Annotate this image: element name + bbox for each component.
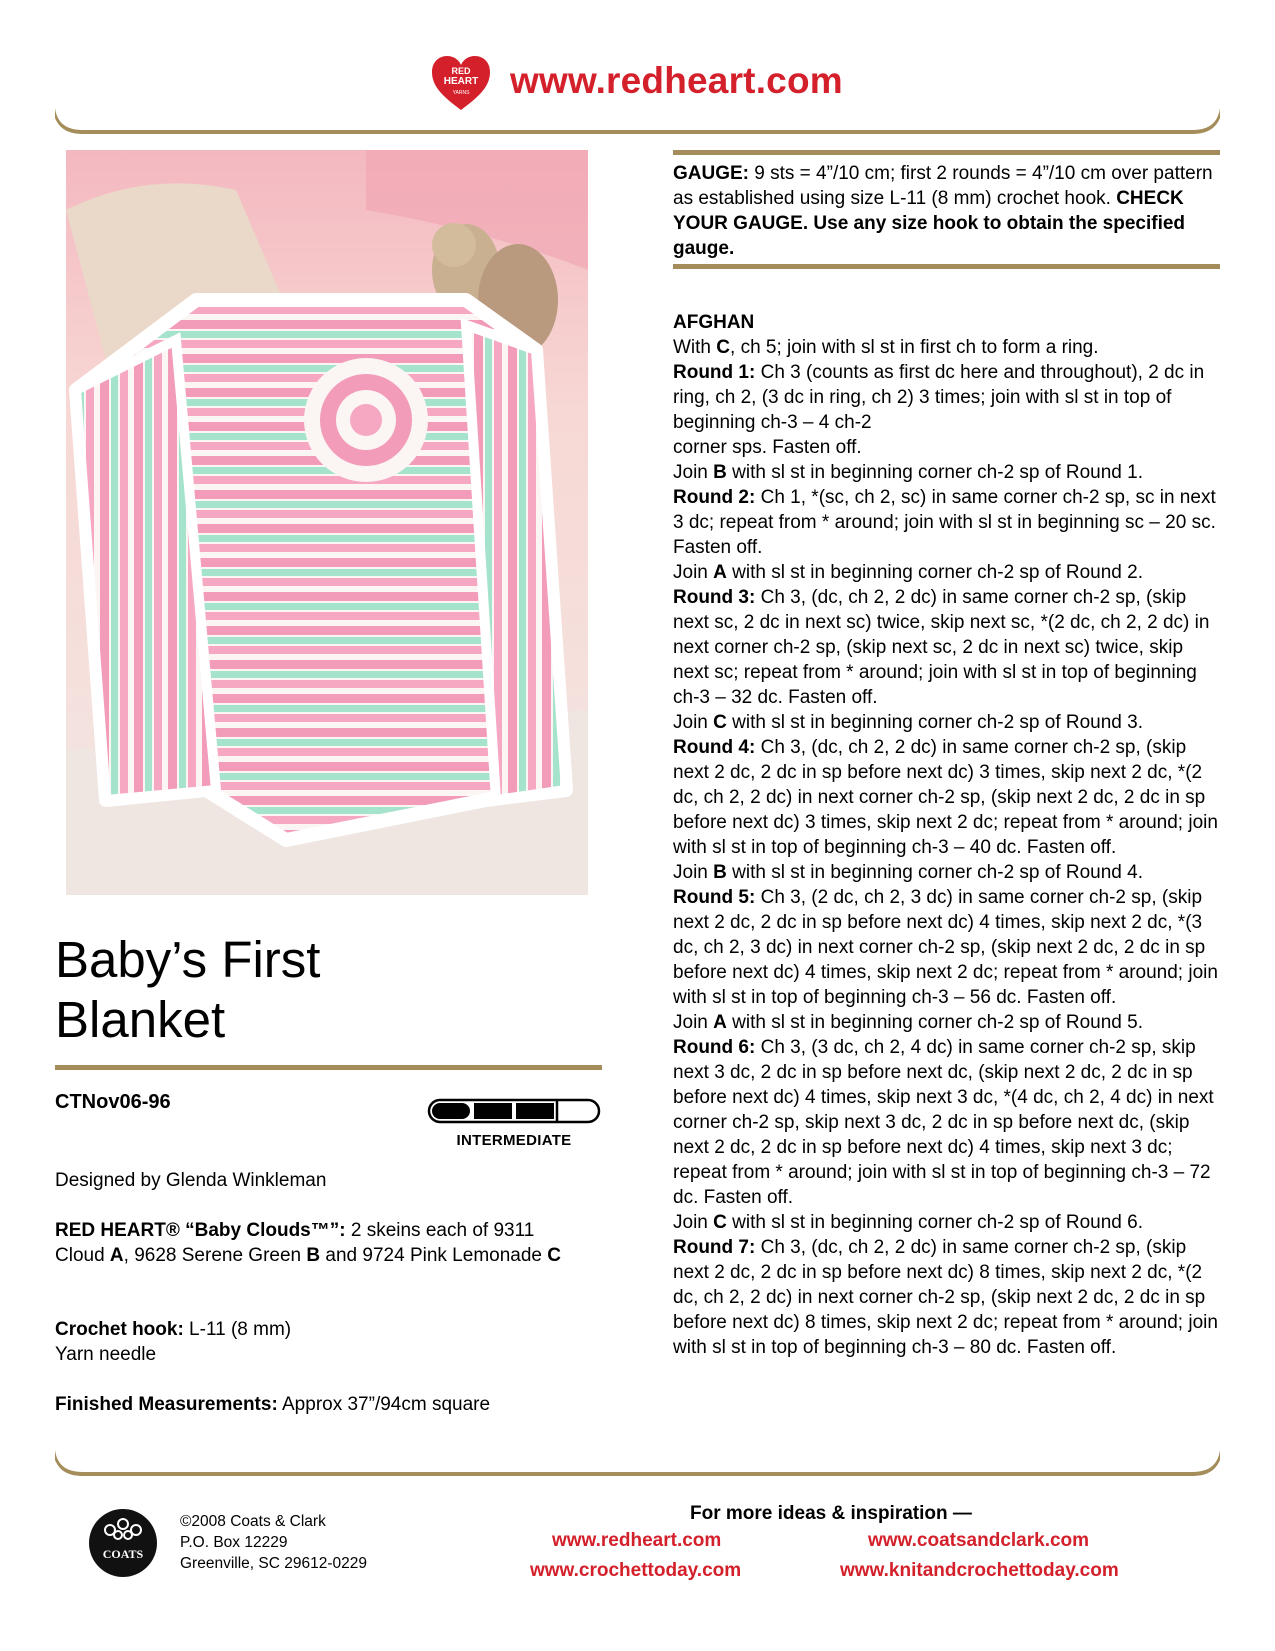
finished-measurements	[55, 1392, 575, 1417]
round-1-cont: corner sps. Fasten off.	[673, 437, 862, 458]
yarn-text-3: and 9724 Pink Lemonade	[320, 1245, 548, 1266]
intro-letter: C	[716, 337, 731, 358]
afghan-heading: AFGHAN	[673, 312, 755, 333]
join-4-letter: C	[713, 712, 727, 733]
logo-text-yarns: YARNS	[452, 90, 470, 96]
designer: Designed by Glenda Winkleman	[55, 1170, 327, 1191]
round-2-label: Round 2:	[673, 487, 756, 508]
skill-level-label: INTERMEDIATE	[456, 1132, 572, 1149]
intro-text-1: With	[673, 337, 717, 358]
skill-level-bars	[427, 1098, 601, 1124]
join-6-text-1: Join	[673, 1012, 714, 1033]
yarn-text-2: , 9628 Serene Green	[123, 1245, 307, 1266]
gauge-block	[673, 161, 1213, 261]
join-round-2	[673, 460, 1223, 485]
pattern-number: CTNov06-96	[55, 1091, 171, 1113]
round-6	[673, 1035, 1223, 1210]
round-4	[673, 735, 1223, 860]
join-round-6	[673, 1010, 1223, 1035]
yarn-text-1: 2 skeins each of 9311 Cloud	[55, 1220, 535, 1266]
copyright: ©2008 Coats & Clark	[180, 1513, 326, 1530]
round-5-text: Ch 3, (2 dc, ch 2, 3 dc) in same corner ch-2 sp, (skip next 2 dc, 2 dc in sp before next dc) 4 times, skip next 2 dc, *(3 dc, ch 2, 3 dc) in next corner ch-2 sp, (skip next 2 dc, 2 dc in sp before next dc) 4 times, skip next 2 dc; repeat from * around; join with sl st in top of beginning ch-3 – 56 dc. Fasten off.	[673, 887, 1218, 1008]
round-5-label: Round 5:	[673, 887, 756, 908]
hook-label: Crochet hook:	[55, 1319, 184, 1340]
coats-logo[interactable]	[88, 1508, 158, 1578]
intro-text-2: , ch 5; join with sl st in first ch to form a ring.	[730, 337, 1099, 358]
join-2-text-2: with sl st in beginning corner ch-2 sp of Round 1.	[726, 462, 1143, 483]
join-3-text-1: Join	[673, 562, 714, 583]
footer-link-redheart[interactable]: www.redheart.com	[552, 1530, 722, 1551]
join-7-text-2: with sl st in beginning corner ch-2 sp of Round 6.	[726, 1212, 1143, 1233]
measurements-label: Finished Measurements:	[55, 1394, 278, 1415]
yarn-label: RED HEART® “Baby Clouds™”:	[55, 1220, 346, 1241]
skill-bar-1	[432, 1103, 470, 1119]
skill-bar-2	[474, 1103, 512, 1119]
join-7-letter: C	[713, 1212, 727, 1233]
yarn-letter-c: C	[547, 1245, 561, 1266]
join-3-text-2: with sl st in beginning corner ch-2 sp of Round 2.	[726, 562, 1143, 583]
blanket-photo	[66, 150, 588, 895]
po-box: P.O. Box 12229	[180, 1534, 288, 1551]
title-line-2: Blanket	[55, 991, 226, 1048]
title-rule	[55, 1065, 602, 1070]
footer-swoosh-divider	[55, 1450, 1220, 1476]
join-4-text-2: with sl st in beginning corner ch-2 sp of Round 3.	[726, 712, 1143, 733]
join-round-4	[673, 710, 1223, 735]
join-7-text-1: Join	[673, 1212, 714, 1233]
round-3-text: Ch 3, (dc, ch 2, 2 dc) in same corner ch-2 sp, (skip next sc, 2 dc in next sc) twice, skip next sc, *(2 dc, ch 2, 2 dc) in next corner ch-2 sp, (skip next sc, 2 dc in next sc) twice, skip next sc; repeat from * around; join with sl st in top of beginning ch-3 – 32 dc. Fasten off.	[673, 587, 1210, 708]
join-round-5	[673, 860, 1223, 885]
join-3-letter: A	[713, 562, 727, 583]
site-url-link[interactable]: www.redheart.com	[510, 60, 843, 101]
join-5-letter: B	[713, 862, 727, 883]
round-6-label: Round 6:	[673, 1037, 756, 1058]
logo-text-heart: HEART	[443, 76, 479, 87]
join-5-text-2: with sl st in beginning corner ch-2 sp of Round 4.	[726, 862, 1143, 883]
round-1-label: Round 1:	[673, 362, 756, 383]
afghan-intro	[673, 335, 1223, 360]
red-heart-logo[interactable]	[430, 54, 492, 112]
join-6-letter: A	[713, 1012, 727, 1033]
round-7-text: Ch 3, (dc, ch 2, 2 dc) in same corner ch-2 sp, (skip next 2 dc, 2 dc in sp before next dc) 8 times, skip next 2 dc, *(2 dc, ch 2, 2 dc) in next corner ch-2 sp, (skip next 2 dc, 2 dc in sp before next dc) 8 times, skip next 2 dc; repeat from * around; join with sl st in top of beginning ch-3 – 80 dc. Fasten off.	[673, 1237, 1218, 1358]
coats-logo-text: COATS	[102, 1547, 144, 1561]
round-2-text: Ch 1, *(sc, ch 2, sc) in same corner ch-2 sp, sc in next 3 dc; repeat from * around; join with sl st in beginning sc – 20 sc. Fasten off.	[673, 487, 1216, 558]
pattern-title	[55, 930, 575, 1050]
yarn-info	[55, 1218, 575, 1268]
title-line-1: Baby’s First	[55, 931, 321, 988]
footer-link-knitandcrochettoday[interactable]: www.knitandcrochettoday.com	[840, 1560, 1119, 1581]
skill-level	[427, 1098, 601, 1150]
city-state: Greenville, SC 29612-0229	[180, 1555, 367, 1572]
more-ideas-heading: For more ideas & inspiration —	[690, 1503, 972, 1524]
join-2-letter: B	[713, 462, 727, 483]
footer-address	[180, 1511, 367, 1574]
round-4-label: Round 4:	[673, 737, 756, 758]
gauge-rule-top	[673, 150, 1220, 155]
join-4-text-1: Join	[673, 712, 714, 733]
round-5	[673, 885, 1223, 1010]
join-round-7	[673, 1210, 1223, 1235]
hook-value: L-11 (8 mm)	[183, 1319, 292, 1340]
gauge-warning: CHECK YOUR GAUGE. Use any size hook to obtain the specified gauge.	[673, 188, 1186, 259]
join-round-3	[673, 560, 1223, 585]
gauge-label: GAUGE:	[673, 163, 749, 184]
footer-link-coatsandclark[interactable]: www.coatsandclark.com	[868, 1530, 1090, 1551]
round-4-text: Ch 3, (dc, ch 2, 2 dc) in same corner ch-2 sp, (skip next 2 dc, 2 dc in sp before next dc) 3 times, skip next 2 dc, *(2 dc, ch 2, 2 dc) in next corner ch-2 sp, (skip next 2 dc, 2 dc in sp before next dc) 3 times, skip next 2 dc; repeat from * around; join with sl st in top of beginning ch-3 – 40 dc. Fasten off.	[673, 737, 1218, 858]
header-swoosh-divider	[55, 108, 1220, 134]
hook-info	[55, 1317, 575, 1367]
yarn-letter-a: A	[109, 1245, 124, 1266]
join-6-text-2: with sl st in beginning corner ch-2 sp of Round 5.	[726, 1012, 1143, 1033]
round-3	[673, 585, 1223, 710]
afghan-instructions	[673, 310, 1223, 1360]
round-7	[673, 1235, 1223, 1360]
round-7-label: Round 7:	[673, 1237, 756, 1258]
measurements-value: Approx 37”/94cm square	[277, 1394, 491, 1415]
footer-link-crochettoday[interactable]: www.crochettoday.com	[530, 1560, 742, 1581]
yarn-needle: Yarn needle	[55, 1344, 157, 1365]
round-2	[673, 485, 1223, 560]
yarn-letter-b: B	[306, 1245, 321, 1266]
join-2-text-1: Join	[673, 462, 714, 483]
gauge-rule-bottom	[673, 264, 1220, 269]
round-6-text: Ch 3, (3 dc, ch 2, 4 dc) in same corner ch-2 sp, skip next 3 dc, 2 dc in sp before next dc, (skip next 2 dc, 2 dc in sp before next dc) 4 times, skip next 3 dc, *(4 dc, ch 2, 4 dc) in next corner ch-2 sp, skip next 3 dc, 2 dc in sp before next dc, (skip next 2 dc, 2 dc in sp before next dc) 4 times, skip next 3 dc; repeat from * around; join with sl st in top of beginning ch-3 – 72 dc. Fasten off.	[673, 1037, 1214, 1208]
join-5-text-1: Join	[673, 862, 714, 883]
logo-text-red: RED	[451, 66, 471, 76]
round-1-text: Ch 3 (counts as first dc here and throughout), 2 dc in ring, ch 2, (3 dc in ring, ch 2) 3 times; join with sl st in top of beginning ch-3 – 4 ch-2	[673, 362, 1205, 433]
round-1	[673, 360, 1223, 435]
gauge-text: 9 sts = 4”/10 cm; first 2 rounds = 4”/10 cm over pattern as established using size L-11 (8 mm) crochet hook.	[673, 163, 1213, 209]
skill-bar-3	[516, 1103, 554, 1119]
round-3-label: Round 3:	[673, 587, 756, 608]
